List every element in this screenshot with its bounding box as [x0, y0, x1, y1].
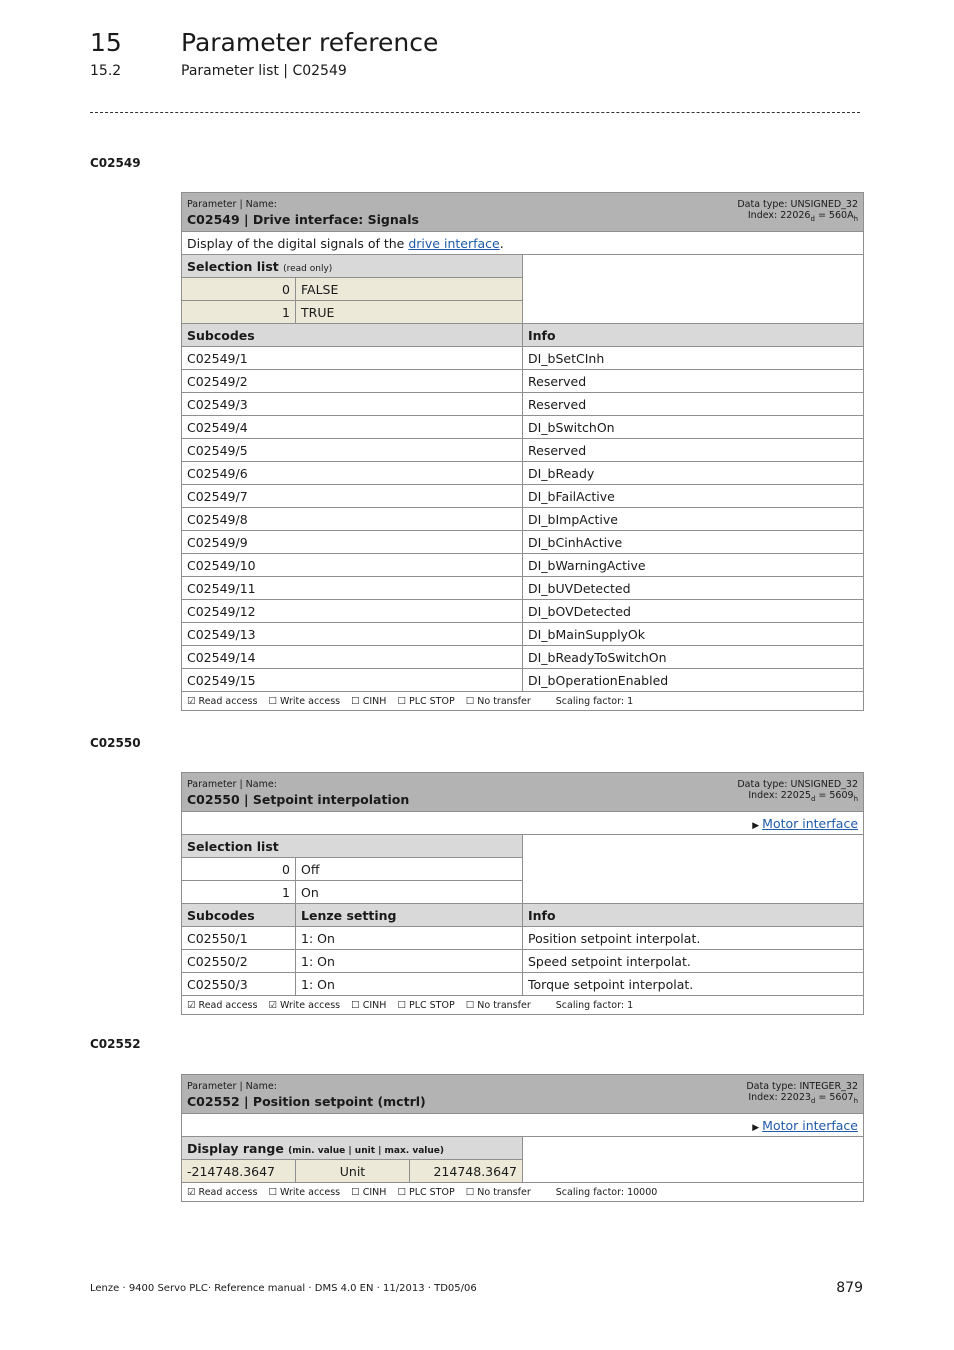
subcodes-header: Subcodes — [182, 904, 296, 927]
info-header: Info — [523, 904, 864, 927]
subcode: C02549/8 — [182, 508, 523, 531]
write-access-flag: ☑ Write access — [268, 999, 341, 1011]
table-row — [182, 370, 864, 393]
subcode-info: DI_bMainSupplyOk — [523, 623, 864, 646]
selection-text: TRUE — [296, 301, 523, 324]
table-row — [182, 623, 864, 646]
link-row — [182, 812, 864, 835]
param-table-c02549 — [181, 192, 864, 711]
table-row — [182, 577, 864, 600]
param-title: C02549 | Drive interface: Signals — [187, 212, 419, 227]
read-access-flag: ☑ Read access — [187, 999, 258, 1011]
table-row — [182, 439, 864, 462]
motor-interface-link[interactable]: Motor interface — [762, 1117, 858, 1133]
selection-list-heading: Selection list — [182, 835, 523, 858]
display-range-heading: Display range (min. value | unit | max. value) — [182, 1137, 523, 1160]
subcode-info: Position setpoint interpolat. — [523, 927, 864, 950]
read-access-flag: ☑ Read access — [187, 695, 258, 707]
selection-value: 0 — [182, 278, 296, 301]
access-footer — [182, 692, 864, 711]
selection-text: On — [296, 881, 523, 904]
section-number: 15.2 — [90, 63, 122, 79]
data-type: Data type: UNSIGNED_32 — [737, 199, 859, 210]
subcode-info: DI_bReady — [523, 462, 864, 485]
empty-cell — [523, 1137, 864, 1183]
data-type: Data type: UNSIGNED_32 — [737, 779, 859, 790]
table-row — [182, 950, 864, 973]
access-footer — [182, 996, 864, 1015]
param-index: Index: $22025_d = 5609_h$ — [748, 790, 859, 803]
motor-interface-link[interactable]: Motor interface — [762, 815, 859, 831]
param-label: Parameter | Name: — [187, 199, 277, 210]
subcode: C02549/4 — [182, 416, 523, 439]
subcode: C02549/12 — [182, 600, 523, 623]
subcode-info: DI_bOperationEnabled — [523, 669, 864, 692]
scaling-factor: Scaling factor: 1 — [555, 695, 634, 707]
subcode: C02549/1 — [182, 347, 523, 370]
subcode-info: DI_bCinhActive — [523, 531, 864, 554]
selection-value: 1 — [182, 881, 296, 904]
no-transfer-flag: ☐ No transfer — [465, 1186, 531, 1198]
lenze-setting-header: Lenze setting — [296, 904, 523, 927]
subcode-info: DI_bWarningActive — [523, 554, 864, 577]
subcode-info: Reserved — [523, 370, 864, 393]
subcode-info: DI_bSetCInh — [523, 347, 864, 370]
range-max: 214748.3647 — [410, 1160, 523, 1183]
table-row — [182, 462, 864, 485]
subcode: C02549/6 — [182, 462, 523, 485]
read-access-flag: ☑ Read access — [187, 1186, 258, 1198]
access-footer — [182, 1183, 864, 1202]
cinh-flag: ☐ CINH — [351, 695, 387, 707]
subcode: C02550/3 — [182, 973, 296, 996]
scaling-factor: Scaling factor: 10000 — [555, 1186, 658, 1198]
subcode: C02549/11 — [182, 577, 523, 600]
chapter-title: Parameter reference — [181, 28, 439, 57]
subcode: C02549/7 — [182, 485, 523, 508]
selection-text: Off — [296, 858, 523, 881]
subcode: C02549/5 — [182, 439, 523, 462]
lenze-setting: 1: On — [296, 973, 523, 996]
subcode-info: DI_bUVDetected — [523, 577, 864, 600]
subcode-info: Torque setpoint interpolat. — [523, 973, 864, 996]
subcode-info: DI_bSwitchOn — [523, 416, 864, 439]
table-row — [182, 531, 864, 554]
selection-text: FALSE — [296, 278, 523, 301]
selection-value: 0 — [182, 858, 296, 881]
link-row — [182, 1114, 864, 1137]
param-label: Parameter | Name: — [187, 779, 277, 790]
subcode: C02549/14 — [182, 646, 523, 669]
table-row — [182, 669, 864, 692]
subcode: C02549/15 — [182, 669, 523, 692]
lenze-setting: 1: On — [296, 950, 523, 973]
param-anchor-c02552: C02552 — [90, 1037, 141, 1051]
page-number: 879 — [836, 1280, 863, 1296]
subcode-info: Reserved — [523, 439, 864, 462]
chapter-number: 15 — [90, 28, 122, 57]
page-footer-text: Lenze · 9400 Servo PLC· Reference manual · DMS 4.0 EN · 11/2013 · TD05/06 — [90, 1283, 477, 1294]
subcode-info: DI_bOVDetected — [523, 600, 864, 623]
param-index: Index: $22023_d = 5607_h$ — [748, 1092, 858, 1105]
param-header — [182, 193, 864, 232]
table-row — [182, 393, 864, 416]
data-type: Data type: INTEGER_32 — [746, 1081, 858, 1092]
empty-cell — [523, 835, 864, 904]
subcode: C02549/10 — [182, 554, 523, 577]
triangle-right-icon: ▶ — [752, 1122, 760, 1133]
plc-stop-flag: ☐ PLC STOP — [397, 999, 455, 1011]
section-title: Parameter list | C02549 — [181, 63, 347, 79]
triangle-right-icon: ▶ — [752, 820, 760, 831]
table-row — [182, 973, 864, 996]
scaling-factor: Scaling factor: 1 — [555, 999, 634, 1011]
empty-cell — [523, 255, 864, 324]
header-divider — [90, 112, 860, 113]
subcode: C02549/3 — [182, 393, 523, 416]
subcode: C02550/1 — [182, 927, 296, 950]
range-unit: Unit — [296, 1160, 410, 1183]
table-row — [182, 508, 864, 531]
subcode-info: Speed setpoint interpolat. — [523, 950, 864, 973]
param-anchor-c02549: C02549 — [90, 156, 141, 170]
cinh-flag: ☐ CINH — [351, 999, 387, 1011]
table-row — [182, 600, 864, 623]
table-row — [182, 646, 864, 669]
range-min: -214748.3647 — [182, 1160, 296, 1183]
selection-list-heading: Selection list (read only) — [182, 255, 523, 278]
subcodes-header: Subcodes — [182, 324, 523, 347]
subcode-info: DI_bImpActive — [523, 508, 864, 531]
plc-stop-flag: ☐ PLC STOP — [397, 695, 455, 707]
table-row — [182, 927, 864, 950]
param-table-c02552 — [181, 1074, 864, 1202]
subcode: C02550/2 — [182, 950, 296, 973]
write-access-flag: ☐ Write access — [268, 1186, 341, 1198]
subcode: C02549/9 — [182, 531, 523, 554]
param-index: Index: $22026_d = 560A_h$ — [747, 210, 859, 223]
plc-stop-flag: ☐ PLC STOP — [397, 1186, 455, 1198]
table-row — [182, 554, 864, 577]
subcode: C02549/2 — [182, 370, 523, 393]
write-access-flag: ☐ Write access — [268, 695, 341, 707]
param-label: Parameter | Name: — [187, 1081, 277, 1092]
param-header — [182, 1075, 864, 1114]
param-title: C02550 | Setpoint interpolation — [187, 792, 410, 807]
no-transfer-flag: ☐ No transfer — [465, 695, 531, 707]
selection-value: 1 — [182, 301, 296, 324]
param-anchor-c02550: C02550 — [90, 736, 141, 750]
lenze-setting: 1: On — [296, 927, 523, 950]
param-description: Display of the digital signals of the drive interface. — [182, 232, 864, 255]
cinh-flag: ☐ CINH — [351, 1186, 387, 1198]
info-header: Info — [523, 324, 864, 347]
no-transfer-flag: ☐ No transfer — [465, 999, 531, 1011]
table-row — [182, 347, 864, 370]
table-row — [182, 485, 864, 508]
param-table-c02550 — [181, 772, 864, 1015]
subcode-info: Reserved — [523, 393, 864, 416]
table-row — [182, 416, 864, 439]
subcode-info: DI_bFailActive — [523, 485, 864, 508]
param-title: C02552 | Position setpoint (mctrl) — [187, 1094, 426, 1109]
subcode: C02549/13 — [182, 623, 523, 646]
subcode-info: DI_bReadyToSwitchOn — [523, 646, 864, 669]
drive-interface-link[interactable]: drive interface — [408, 235, 500, 251]
param-header — [182, 773, 864, 812]
